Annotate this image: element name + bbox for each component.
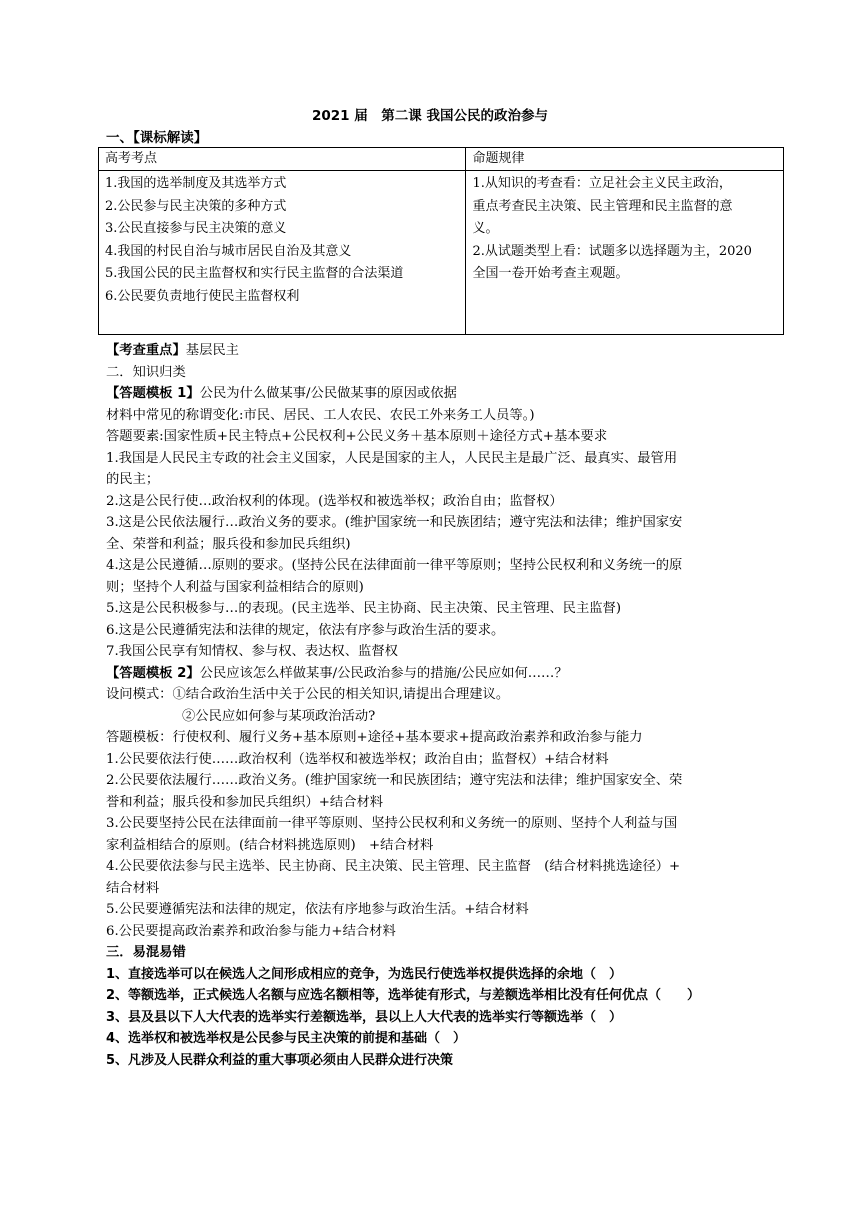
template1-label: 【答题模板 1】 [106,386,200,401]
list-item: 2.公民参与民主决策的多种方式 [105,198,287,214]
text-line: 5.这是公民积极参与…的表现。(民主选举、民主协商、民主决策、民主管理、民主监督) [106,601,622,616]
section-heading-errors: 三．易混易错 [106,945,186,960]
list-item: 1.我国的选举制度及其选举方式 [105,176,287,191]
text-line: 5.公民要遵循宪法和法律的规定，依法有序地参与政治生活。+结合材料 [106,902,529,917]
section-heading-knowledge: 二．知识归类 [106,364,186,380]
error-item: 1、直接选举可以在候选人之间形成相应的竞争，为选民行使选举权提供选择的余地（ ） [106,966,623,982]
text-line: 4.公民要依法参与民主选举、民主协商、民主决策、民主管理、民主监督 (结合材料挑选途径）+ [106,859,681,874]
text-line: 答题模板：行使权利、履行义务+基本原则+途径+基本要求+提高政治素养和政治参与能力 [106,730,643,745]
error-item: 4、选举权和被选举权是公民参与民主决策的前提和基础（ ） [106,1031,467,1046]
text-line: 1.我国是人民民主专政的社会主义国家，人民是国家的主人，人民民主是最广泛、最真实、最管用 [106,450,678,466]
template2-heading [106,663,772,685]
text-line: 则；坚持个人利益与国家利益相结合的原则) [106,579,364,595]
error-item: 3、县及县以下人大代表的选举实行差额选举，县以上人大代表的选举实行等额选举（ ） [106,1009,623,1025]
list-item: 4.我国的村民自治与城市居民自治及其意义 [105,243,352,259]
list-item: 6.公民要负责地行使民主监督权利 [105,288,300,304]
text-line: 2.公民要依法履行……政治义务。(维护国家统一和民族团结；遵守宪法和法律；维护国家安全、荣 [106,773,683,788]
template2-text: 公民应该怎么样做某事/公民政治参与的措施/公民应如何……？ [199,665,568,681]
text-line: 全、荣誉和利益；服兵役和参加民兵组织) [106,536,351,552]
exam-points-cell [99,171,466,335]
focus-line [106,340,772,362]
page-title: 2021 届 第二课 我国公民的政治参与 [312,108,548,124]
table-row [99,171,784,335]
focus-label: 【考查重点】 [106,343,186,358]
text-line: 4.这是公民遵循…原则的要求。(坚持公民在法律面前一律平等原则；坚持公民权利和义务统一的原 [106,558,683,573]
list-item: 全国一卷开始考查主观题。 [472,266,629,281]
text-line: 材料中常见的称谓变化:市民、居民、工人农民、农民工外来务工人员等。) [106,407,535,423]
section-heading-curriculum: 一、【课标解读】 [106,130,208,146]
template1-heading [106,383,772,405]
list-item: 义。 [472,221,499,236]
text-line: 6.公民要提高政治素养和政治参与能力+结合材料 [106,923,396,939]
focus-text: 基层民主 [185,343,239,358]
text-line: 3.这是公民依法履行…政治义务的要求。(维护国家统一和民族团结；遵守宪法和法律；维护国家安 [106,515,683,530]
error-item: 5、凡涉及人民群众利益的重大事项必须由人民群众进行决策 [106,1052,454,1068]
curriculum-table [98,147,784,335]
list-item: 5.我国公民的民主监督权和实行民主监督的合法渠道 [105,266,404,281]
text-line: 6.这是公民遵循宪法和法律的规定，依法有序参与政治生活的要求。 [106,622,505,638]
list-item: 2.从试题类型上看：试题多以选择题为主，2020 [472,243,752,259]
text-line: 2.这是公民行使…政治权利的体现。(选举权和被选举权；政治自由；监督权） [106,493,563,509]
text-line: 答题要素:国家性质+民主特点+公民权利+公民义务＋基本原则＋途径方式+基本要求 [106,429,608,444]
text-line: 1.公民要依法行使……政治权利（选举权和被选举权；政治自由；监督权）+结合材料 [106,751,609,767]
table-header-exam-points: 高考考点 [99,148,466,171]
error-item: 2、等额选举，正式候选人名额与应选名额相等，选举徒有形式，与差额选举相比没有任何优点（ ） [106,988,701,1003]
question-mode-line: 设问模式：①结合政治生活中关于公民的相关知识,请提出合理建议。 [106,687,510,702]
list-item: 重点考查民主决策、民主管理和民主监督的意 [472,198,733,214]
document-body [106,340,772,1071]
list-item: 3.公民直接参与民主决策的意义 [105,221,287,236]
patterns-cell [466,171,784,335]
text-line: 结合材料 [106,880,160,896]
text-line: 誉和利益；服兵役和参加民兵组织）+结合材料 [106,794,384,810]
text-line: 3.公民要坚持公民在法律面前一律平等原则、坚持公民权利和义务统一的原则、坚持个人利益与国 [106,816,678,831]
table-header-row [99,148,784,171]
text-line: 7.我国公民享有知情权、参与权、表达权、监督权 [106,644,398,659]
question-mode-line-2: ②公民应如何参与某项政治活动? [182,708,376,724]
text-line: 的民主； [106,472,160,487]
text-line: 家利益相结合的原则。(结合材料挑选原则) +结合材料 [106,837,434,853]
template2-label: 【答题模板 2】 [106,665,200,681]
list-item: 1.从知识的考查看：立足社会主义民主政治， [472,176,732,191]
template1-text: 公民为什么做某事/公民做某事的原因或依据 [199,386,457,401]
table-header-patterns: 命题规律 [466,148,784,171]
